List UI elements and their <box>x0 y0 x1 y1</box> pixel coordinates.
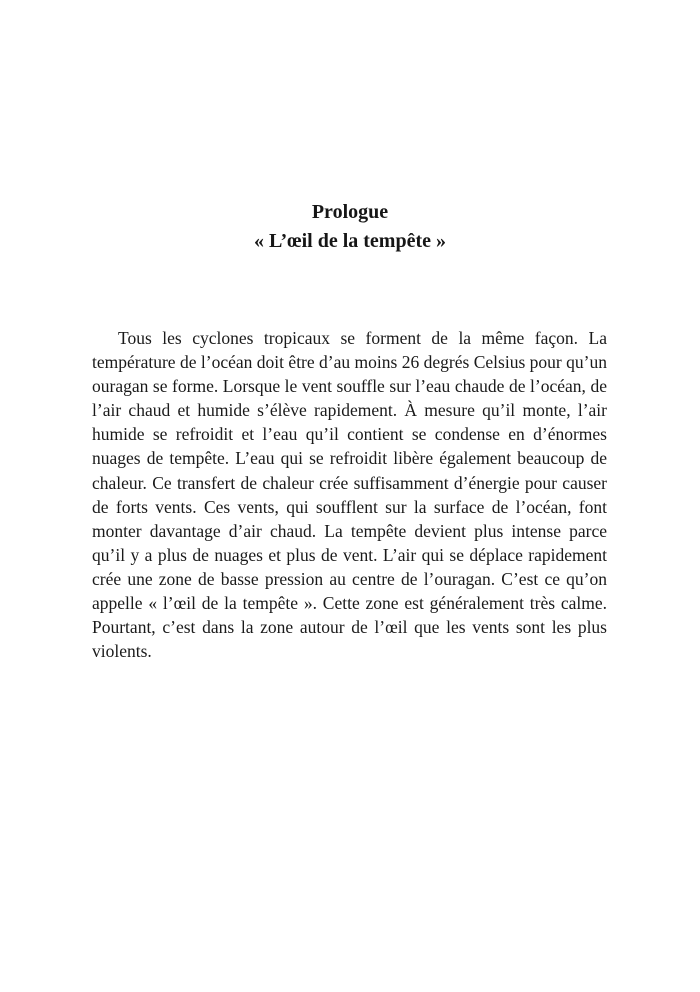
body-paragraph: Tous les cyclones tropicaux se forment de la même façon. La température de l’océan doit être d’au moins 26 degrés Celsius pour qu’un ouragan se forme. Lorsque le vent souffle sur l’eau chaude de l’océan, de l’air chaud et humide s’élève rapidement. À mesure qu’il monte, l’air humide se refroidit et l’eau qu’il contient se condense en d’énormes nuages de tempête. L’eau qui se refroidit libère également beaucoup de chaleur. Ce transfert de chaleur crée suffisamment d’énergie pour causer de forts vents. Ces vents, qui soufflent sur la surface de l’océan, font monter davantage d’air chaud. La tempête devient plus intense parce qu’il y a plus de nuages et plus de vent. L’air qui se déplace rapidement crée une zone de basse pression au centre de l’ouragan. C’est ce qu’on appelle « l’œil de la tempête ». Cette zone est généralement très calme. Pourtant, c’est dans la zone autour de l’œil que les vents sont les plus violents. <box>92 328 607 662</box>
chapter-subtitle: « L’œil de la tempête » <box>253 230 446 252</box>
chapter-heading <box>0 198 700 256</box>
chapter-title: Prologue <box>311 201 389 223</box>
